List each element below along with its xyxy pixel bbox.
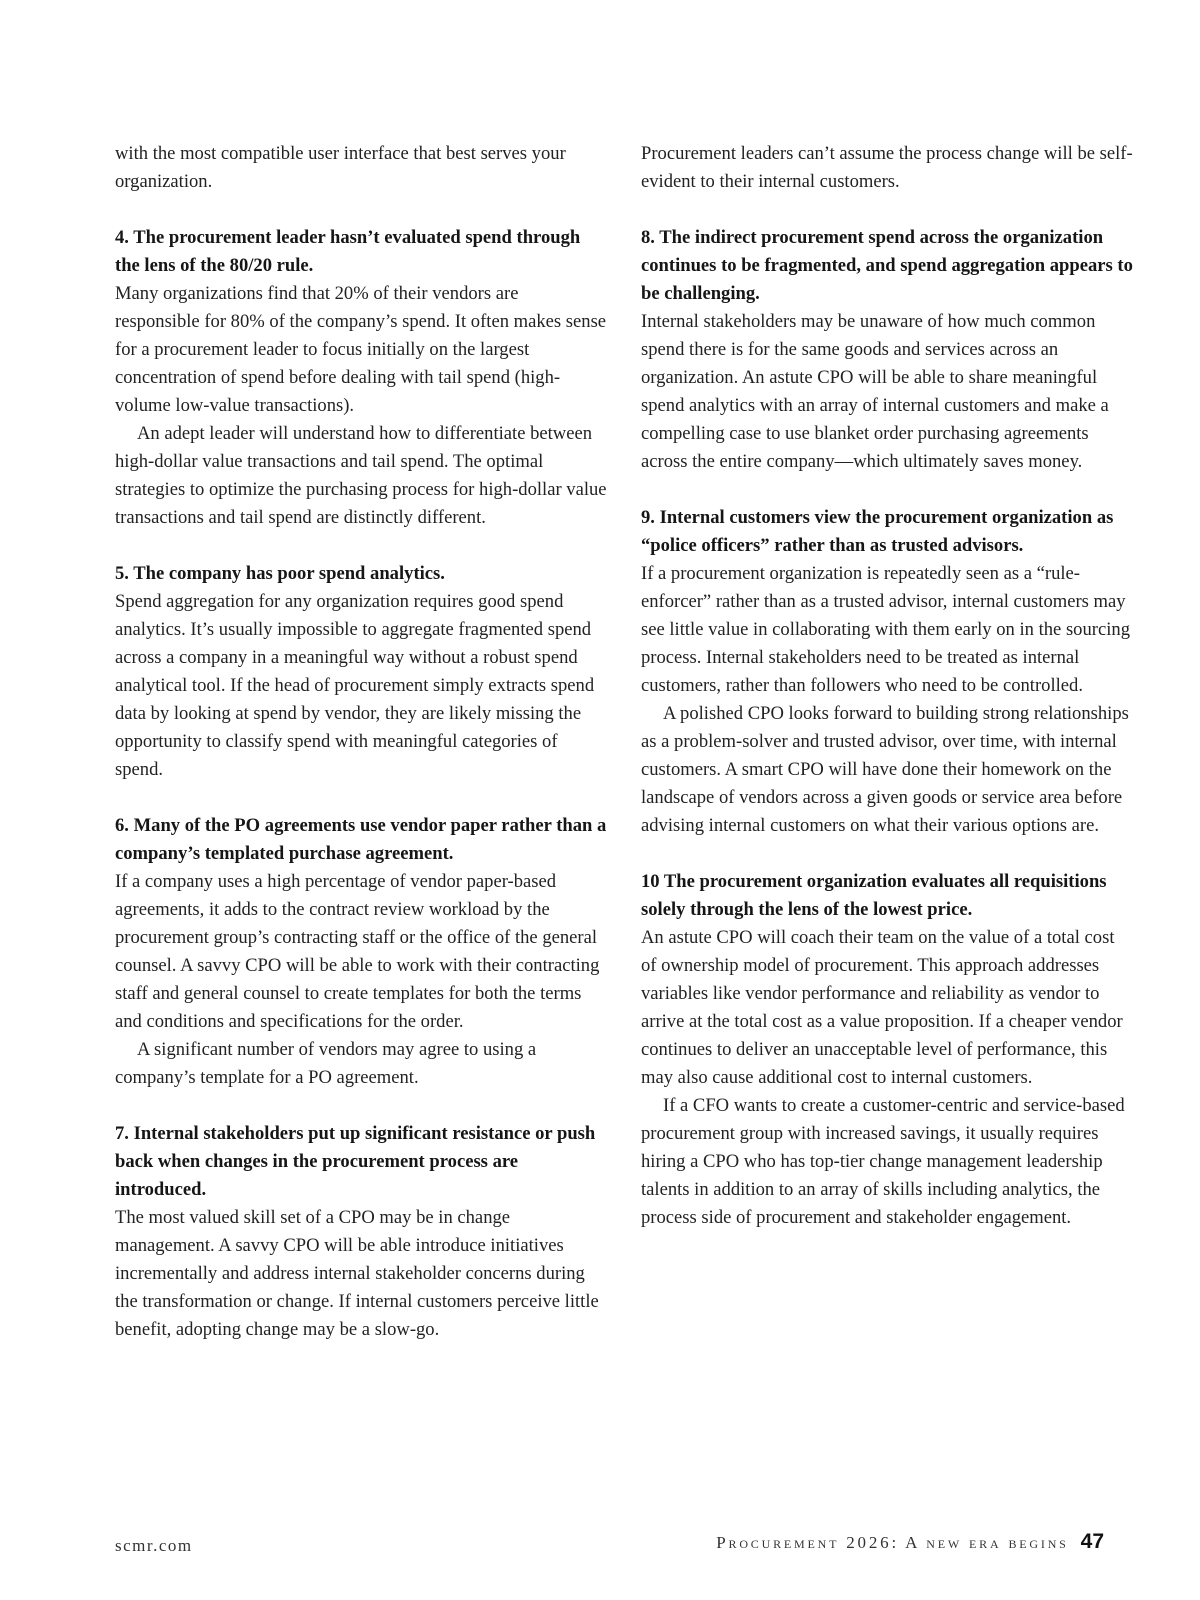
section-heading: 8. The indirect procurement spend across the organization continues to be fragmented, and spend aggregation appears to be challenging. (641, 227, 1133, 304)
section-heading: 5. The company has poor spend analytics. (115, 563, 445, 584)
lead-continuation (641, 140, 1133, 196)
section-7 (115, 1120, 607, 1344)
section-heading: 10 The procurement organization evaluates all requisitions solely through the lens of the lowest price. (641, 871, 1107, 920)
section-5 (115, 560, 607, 784)
section-10 (641, 868, 1133, 1232)
body-paragraph: with the most compatible user interface that best serves your organization. (115, 143, 566, 192)
section-4 (115, 224, 607, 532)
body-paragraph: An adept leader will understand how to differentiate between high-dollar value transactions and tail spend. The optimal strategies to optimize the purchasing process for high-dollar value transactions and tail spend are distinctly different. (115, 423, 607, 528)
right-column (641, 140, 1133, 1232)
section-heading: 7. Internal stakeholders put up significant resistance or push back when changes in the procurement process are introduced. (115, 1123, 596, 1200)
running-title: Procurement 2026: A new era begins (716, 1533, 1069, 1552)
body-paragraph: Internal stakeholders may be unaware of how much common spend there is for the same goods and services across an organization. An astute CPO will be able to share meaningful spend analytics with an array of internal customers and make a compelling case to use blanket order purchasing agreements across the entire company—which ultimately saves money. (641, 311, 1109, 472)
footer-right (716, 1530, 1104, 1554)
page-number: 47 (1080, 1530, 1104, 1553)
body-paragraph: Procurement leaders can’t assume the process change will be self-evident to their internal customers. (641, 143, 1133, 192)
body-paragraph: If a CFO wants to create a customer-centric and service-based procurement group with increased savings, it usually requires hiring a CPO who has top-tier change management leadership talents in addition to an array of skills including analytics, the process side of procurement and stakeholder engagement. (641, 1095, 1125, 1228)
left-column (115, 140, 607, 1344)
body-paragraph: If a procurement organization is repeatedly seen as a “rule-enforcer” rather than as a trusted advisor, internal customers may see little value in collaborating with them early on in the sourcing process. Internal stakeholders need to be treated as internal customers, rather than followers who need to be controlled. (641, 563, 1130, 696)
section-9 (641, 504, 1133, 840)
body-paragraph: An astute CPO will coach their team on the value of a total cost of ownership model of procurement. This approach addresses variables like vendor performance and reliability as vendor to arrive at the total cost as a value proposition. If a cheaper vendor continues to deliver an unacceptable level of performance, this may also cause additional cost to internal customers. (641, 927, 1123, 1088)
body-paragraph: Many organizations find that 20% of their vendors are responsible for 80% of the company’s spend. It often makes sense for a procurement leader to focus initially on the largest concentration of spend before dealing with tail spend (high-volume low-value transactions). (115, 283, 607, 416)
body-paragraph: A polished CPO looks forward to building strong relationships as a problem-solver and trusted advisor, over time, with internal customers. A smart CPO will have done their homework on the landscape of vendors across a given goods or service area before advising internal customers on what their various options are. (641, 703, 1129, 836)
body-paragraph: The most valued skill set of a CPO may be in change management. A savvy CPO will be able introduce initiatives incrementally and address internal stakeholder concerns during the transformation or change. If internal customers perceive little benefit, adopting change may be a slow-go. (115, 1207, 599, 1340)
footer-website: scmr.com (115, 1536, 193, 1555)
section-6 (115, 812, 607, 1092)
section-8 (641, 224, 1133, 476)
body-paragraph: A significant number of vendors may agree to using a company’s template for a PO agreement. (115, 1039, 537, 1088)
body-paragraph: Spend aggregation for any organization requires good spend analytics. It’s usually impossible to aggregate fragmented spend across a company in a meaningful way without a robust spend analytical tool. If the head of procurement simply extracts spend data by looking at spend by vendor, they are likely missing the opportunity to classify spend with meaningful categories of spend. (115, 591, 595, 780)
section-heading: 9. Internal customers view the procurement organization as “police officers” rather than as trusted advisors. (641, 507, 1114, 556)
section-heading: 4. The procurement leader hasn’t evaluated spend through the lens of the 80/20 rule. (115, 227, 581, 276)
lead-continuation (115, 140, 607, 196)
section-heading: 6. Many of the PO agreements use vendor paper rather than a company’s templated purchase agreement. (115, 815, 607, 864)
body-paragraph: If a company uses a high percentage of vendor paper-based agreements, it adds to the contract review workload by the procurement group’s contracting staff or the office of the general counsel. A savvy CPO will be able to work with their contracting staff and general counsel to create templates for both the terms and conditions and specifications for the order. (115, 871, 600, 1032)
